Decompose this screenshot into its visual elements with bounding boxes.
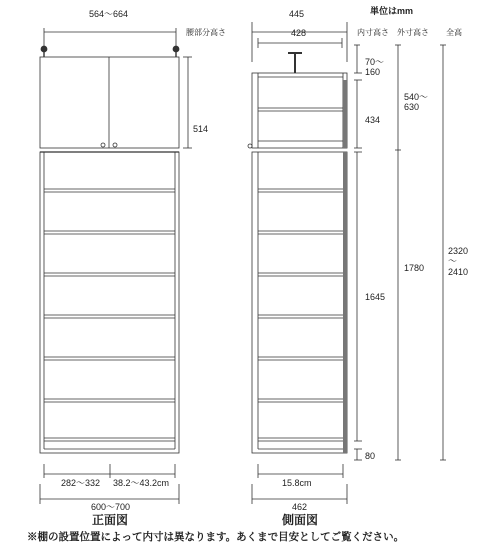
- header-kickboard-height: 腰部分高さ: [186, 28, 226, 37]
- front-view-title: 正面図: [92, 513, 129, 527]
- lower-bookcase: [40, 152, 179, 453]
- side-total-depth-label: 462: [292, 502, 308, 512]
- outer-lower-height-label: 1780: [404, 263, 425, 273]
- lower-inner-label: 1645: [365, 292, 386, 302]
- front-upper-height-label: 514: [193, 124, 209, 134]
- side-lower-bookcase: [252, 152, 347, 453]
- header-inner-height: 内寸高さ: [357, 28, 389, 37]
- header-outer-height: 外寸高さ: [397, 28, 429, 37]
- front-inner-right-width-label: 38.2〜43.2cm: [113, 478, 170, 488]
- top-fixture-left-icon: [41, 46, 47, 52]
- footnote: ※棚の設置位置によって内寸は異なります。あくまで目安としてご覧ください。: [27, 531, 405, 543]
- unit-label: 単位はmm: [370, 6, 414, 16]
- side-view-drawing: [248, 22, 347, 504]
- side-view-title: 側面図: [282, 513, 319, 527]
- total-height-label: 2320 〜 2410: [448, 246, 469, 277]
- base-height-label: 80: [365, 451, 376, 461]
- height-dimensions: [354, 45, 446, 460]
- side-shelf-depth-label: 15.8cm: [282, 478, 312, 488]
- front-total-width-label: 600〜700: [91, 502, 131, 512]
- back-panel-lower: [343, 152, 347, 453]
- front-inner-left-width-label: 282〜332: [61, 478, 101, 488]
- header-total-height: 全高: [446, 28, 462, 37]
- front-view-drawing: [40, 28, 192, 504]
- side-door-knob-icon: [248, 144, 252, 148]
- front-top-width-label: 564〜664: [89, 9, 129, 19]
- top-fixture-right-icon: [173, 46, 179, 52]
- upper-cabinet: [40, 57, 179, 148]
- upper-inner-label: 434: [365, 115, 381, 125]
- door-knob-right-icon: [113, 143, 117, 147]
- back-panel-upper: [343, 80, 347, 148]
- side-upper-cabinet: [252, 73, 347, 148]
- side-inner-depth-label: 428: [291, 28, 307, 38]
- side-top-depth-label: 445: [289, 9, 305, 19]
- upper-gap-label: 70〜 160: [365, 57, 385, 78]
- outer-upper-height-label: 540〜 630: [404, 92, 429, 113]
- door-knob-left-icon: [101, 143, 105, 147]
